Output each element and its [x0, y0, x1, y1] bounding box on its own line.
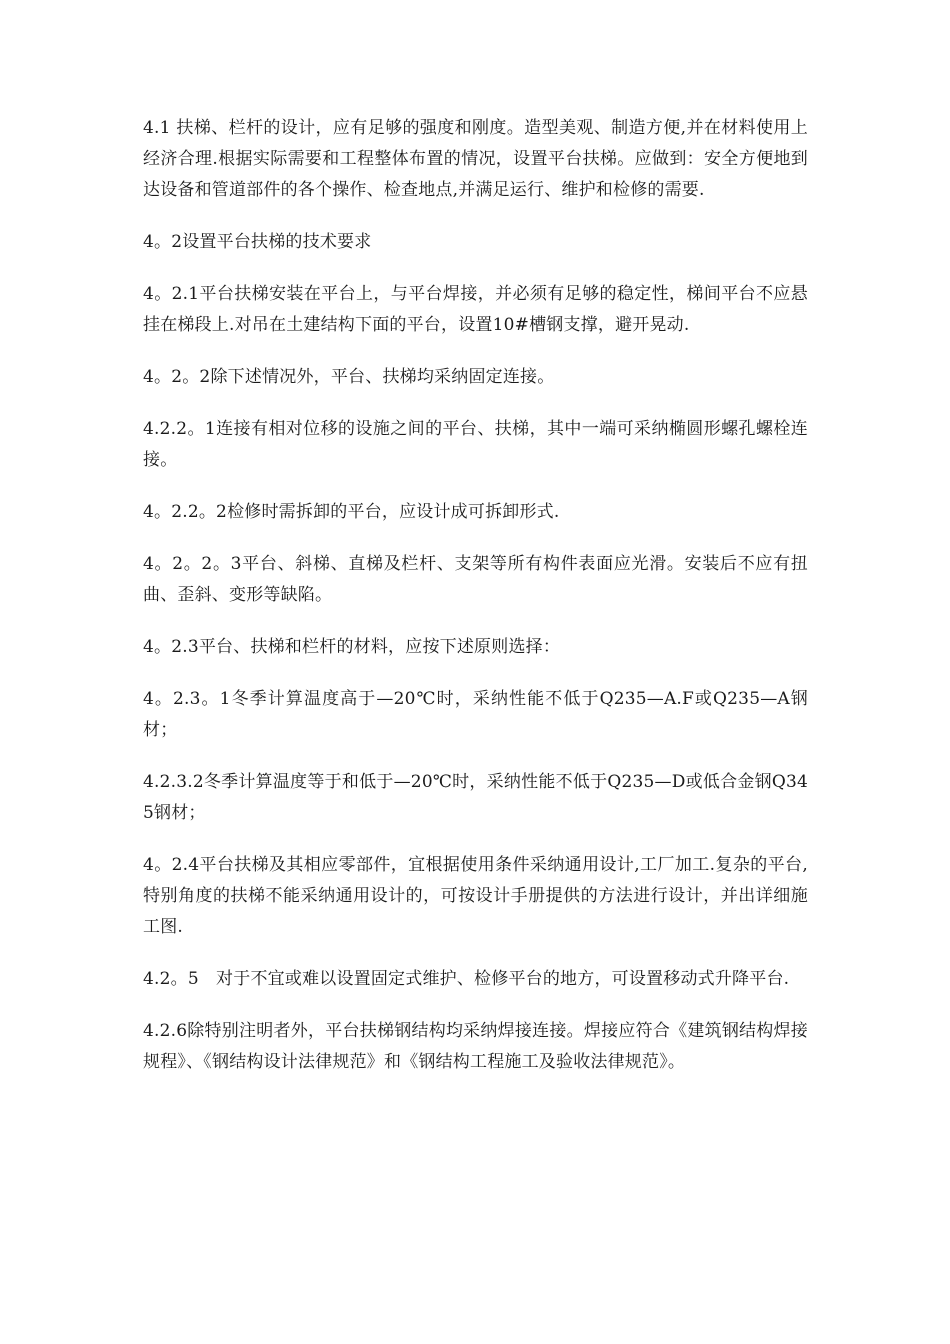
paragraph-4-2-1: 4。2.1平台扶梯安装在平台上，与平台焊接，并必须有足够的稳定性，梯间平台不应悬挂在梯段上.对吊在土建结构下面的平台，设置10#槽钢支撑，避开晃动.	[143, 284, 808, 335]
paragraph-4-1: 4.1 扶梯、栏杆的设计，应有足够的强度和刚度。造型美观、制造方便,并在材料使用上经济合理.根据实际需要和工程整体布置的情况，设置平台扶梯。应做到：安全方便地到达设备和管道部件的各个操作、检查地点,并满足运行、维护和检修的需要.	[143, 118, 808, 200]
paragraph-4-2-2-3: 4。2。2。3平台、斜梯、直梯及栏杆、支架等所有构件表面应光滑。安装后不应有扭曲、歪斜、变形等缺陷。	[143, 554, 808, 605]
document-body	[143, 113, 808, 1099]
paragraph-4-2-6: 4.2.6除特别注明者外，平台扶梯钢结构均采纳焊接连接。焊接应符合《建筑钢结构焊接规程》、《钢结构设计法律规范》和《钢结构工程施工及验收法律规范》。	[143, 1021, 808, 1072]
paragraph-4-2-5: 4.2。5 对于不宜或难以设置固定式维护、检修平台的地方，可设置移动式升降平台.	[143, 969, 790, 989]
paragraph-4-2-3: 4。2.3平台、扶梯和栏杆的材料，应按下述原则选择：	[143, 637, 561, 657]
paragraph-4-2-3-1: 4。2.3。1冬季计算温度高于—20℃时，采纳性能不低于Q235—A.F或Q235—A钢材；	[143, 689, 808, 740]
paragraph-4-2-2-1: 4.2.2。1连接有相对位移的设施之间的平台、扶梯，其中一端可采纳椭圆形螺孔螺栓连接。	[143, 419, 808, 470]
paragraph-4-2-4: 4。2.4平台扶梯及其相应零部件，宜根据使用条件采纳通用设计,工厂加工.复杂的平台,特别角度的扶梯不能采纳通用设计的，可按设计手册提供的方法进行设计，并出详细施工图.	[143, 855, 808, 937]
paragraph-4-2-2: 4。2。2除下述情况外，平台、扶梯均采纳固定连接。	[143, 367, 555, 387]
paragraph-4-2-3-2: 4.2.3.2冬季计算温度等于和低于—20℃时，采纳性能不低于Q235—D或低合金钢Q345钢材；	[143, 772, 808, 823]
paragraph-4-2-2-2: 4。2.2。2检修时需拆卸的平台，应设计成可拆卸形式.	[143, 502, 560, 522]
paragraph-4-2-heading: 4。2设置平台扶梯的技术要求	[143, 232, 372, 252]
